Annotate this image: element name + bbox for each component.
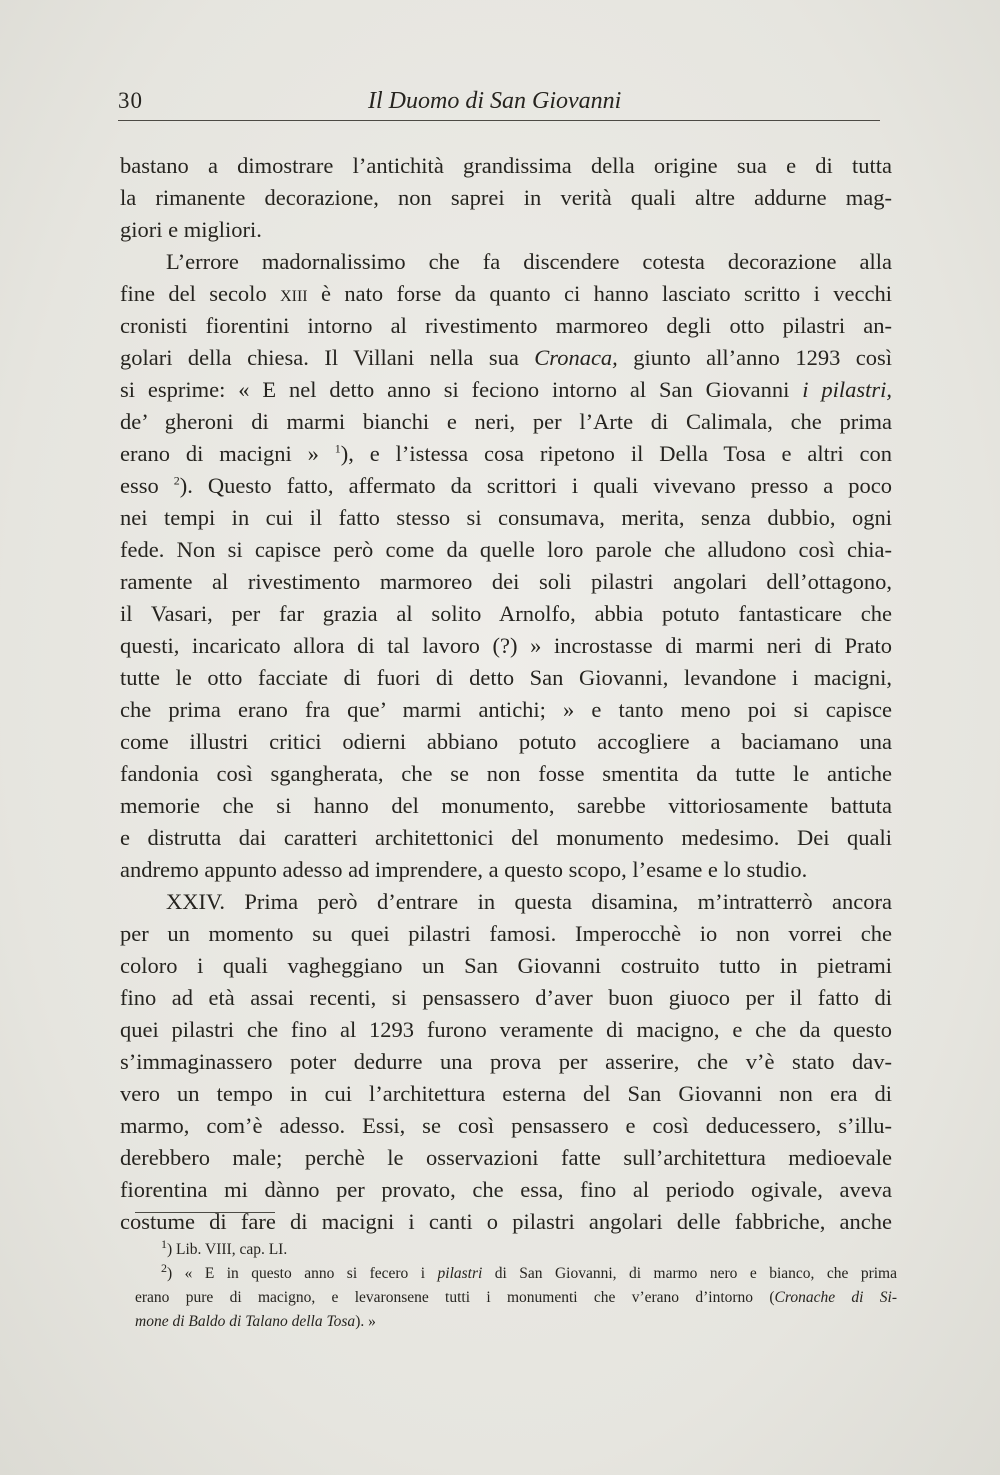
- text-line: fino ad età assai recenti, si pensassero d’aver buon giuoco per il fatto di: [120, 985, 892, 1010]
- footnote-marker: 2: [161, 1260, 167, 1275]
- footnote-rule: [135, 1212, 275, 1213]
- footnote-ref: 2: [173, 473, 180, 488]
- text-run: esso: [120, 473, 174, 498]
- header-rule: [118, 120, 880, 121]
- text-line: [120, 278, 892, 310]
- text-line: cronisti fiorentini intorno al rivestimento marmoreo degli otto pilastri an-: [120, 313, 892, 338]
- footnote-marker: 1: [161, 1236, 167, 1251]
- text-line: la rimanente decorazione, non saprei in verità quali altre addurne mag-: [120, 185, 892, 210]
- text-line: andremo appunto adesso ad imprendere, a questo scopo, l’esame e lo studio.: [120, 857, 808, 882]
- text-run: ). Questo fatto, affermato da scrittori i quali vivevano presso a poco: [179, 473, 892, 498]
- text-line: vero un tempo in cui l’architettura esterna del San Giovanni non era di: [120, 1081, 892, 1106]
- roman-numeral: xiii: [280, 281, 308, 306]
- paragraph-start: L’errore madornalissimo che fa discendere cotesta decorazione alla: [166, 249, 892, 274]
- text-line: bastano a dimostrare l’antichità grandissima della origine sua e di tutta: [120, 153, 892, 178]
- text-run: ), e l’istessa cosa ripetono il Della Tosa e altri con: [340, 441, 892, 466]
- text-line: fandonia così sgangherata, che se non fosse smentita da tutte le antiche: [120, 761, 892, 786]
- text-line: [120, 470, 892, 502]
- footnote-text: ) Lib. VIII, cap. LI.: [167, 1241, 288, 1258]
- text-line: il Vasari, per far grazia al solito Arnolfo, abbia potuto fantasticare che: [120, 601, 892, 626]
- text-run: erano di macigni »: [120, 441, 335, 466]
- text-run: fine del secolo: [120, 281, 281, 306]
- footnote-italic: pilastri: [437, 1265, 483, 1282]
- footnote-2: [135, 1262, 897, 1286]
- text-line: s’immaginassero poter dedurre una prova per asserire, che v’è stato dav-: [120, 1049, 892, 1074]
- text-line: giori e migliori.: [120, 217, 262, 242]
- running-head: [118, 84, 880, 120]
- text-line: derebbero male; perchè le osservazioni fatte sull’architettura medioevale: [120, 1145, 892, 1170]
- footnote-ref: 1: [334, 441, 341, 456]
- footnote-text: ). »: [355, 1313, 376, 1330]
- text-line: tutte le otto facciate di fuori di detto San Giovanni, levandone i macigni,: [120, 665, 892, 690]
- footnote-italic: mone di Baldo di Talano della Tosa: [135, 1313, 356, 1330]
- footnote-1: [135, 1238, 897, 1262]
- text-run: si esprime: « E nel detto anno si feciono intorno al San Giovanni: [120, 377, 803, 402]
- text-line: [120, 342, 892, 374]
- text-line: coloro i quali vagheggiano un San Giovanni costruito tutto in pietrami: [120, 953, 892, 978]
- text-line: memorie che si hanno del monumento, sarebbe vittoriosamente battuta: [120, 793, 892, 818]
- text-line: per un momento su quei pilastri famosi. Imperocchè io non vorrei che: [120, 921, 892, 946]
- italic-quote: i pilastri,: [802, 377, 892, 402]
- text-line: ramente al rivestimento marmoreo dei soli pilastri angolari dell’ottagono,: [120, 569, 892, 594]
- footnote-text: erano pure di macigno, e levaronsene tutti i monumenti che v’erano d’intorno (: [135, 1289, 775, 1306]
- text-run: golari della chiesa. Il Villani nella sua: [120, 345, 535, 370]
- body-text: [120, 150, 892, 1238]
- text-line: [120, 374, 892, 406]
- footnotes: [135, 1238, 897, 1334]
- footnote-2-line: [135, 1286, 897, 1310]
- text-line: costume di fare di macigni i canti o pilastri angolari delle fabbriche, anche: [120, 1209, 892, 1234]
- page-number: 30: [118, 88, 143, 113]
- text-line: marmo, com’è adesso. Essi, se così pensassero e così deducessero, s’illu-: [120, 1113, 892, 1138]
- text-line: fiorentina mi dànno per provato, che essa, fino al periodo ogivale, aveva: [120, 1177, 892, 1202]
- text-run: è nato forse da quanto ci hanno lasciato scritto i vecchi: [307, 281, 892, 306]
- text-line: come illustri critici odierni abbiano potuto accogliere a baciamano una: [120, 729, 892, 754]
- text-line: questi, incaricato allora di tal lavoro (?) » incrostasse di marmi neri di Prato: [120, 633, 892, 658]
- text-line: che prima erano fra que’ marmi antichi; » e tanto meno poi si capisce: [120, 697, 892, 722]
- text-line: nei tempi in cui il fatto stesso si consumava, merita, senza dubbio, ogni: [120, 505, 892, 530]
- italic-title: Cronaca,: [534, 345, 618, 370]
- footnote-text: ) « E in questo anno si fecero i: [167, 1265, 438, 1282]
- text-line: fede. Non si capisce però come da quelle loro parole che alludono così chia-: [120, 537, 892, 562]
- text-line: de’ gheroni di marmi bianchi e neri, per l’Arte di Calimala, che prima: [120, 409, 892, 434]
- paragraph-start: XXIV. Prima però d’entrare in questa disamina, m’intratterrò ancora: [166, 889, 892, 914]
- footnote-2-line: [135, 1310, 897, 1334]
- footnote-text: di San Giovanni, di marmo nero e bianco, che prima: [482, 1265, 897, 1282]
- text-line: e distrutta dai caratteri architettonici del monumento medesimo. Dei quali: [120, 825, 892, 850]
- running-title: Il Duomo di San Giovanni: [368, 88, 622, 114]
- text-line: [120, 438, 892, 470]
- text-run: giunto all’anno 1293 così: [617, 345, 892, 370]
- footnote-italic: Cronache di Si-: [774, 1289, 897, 1306]
- text-line: quei pilastri che fino al 1293 furono veramente di macigno, e che da questo: [120, 1017, 892, 1042]
